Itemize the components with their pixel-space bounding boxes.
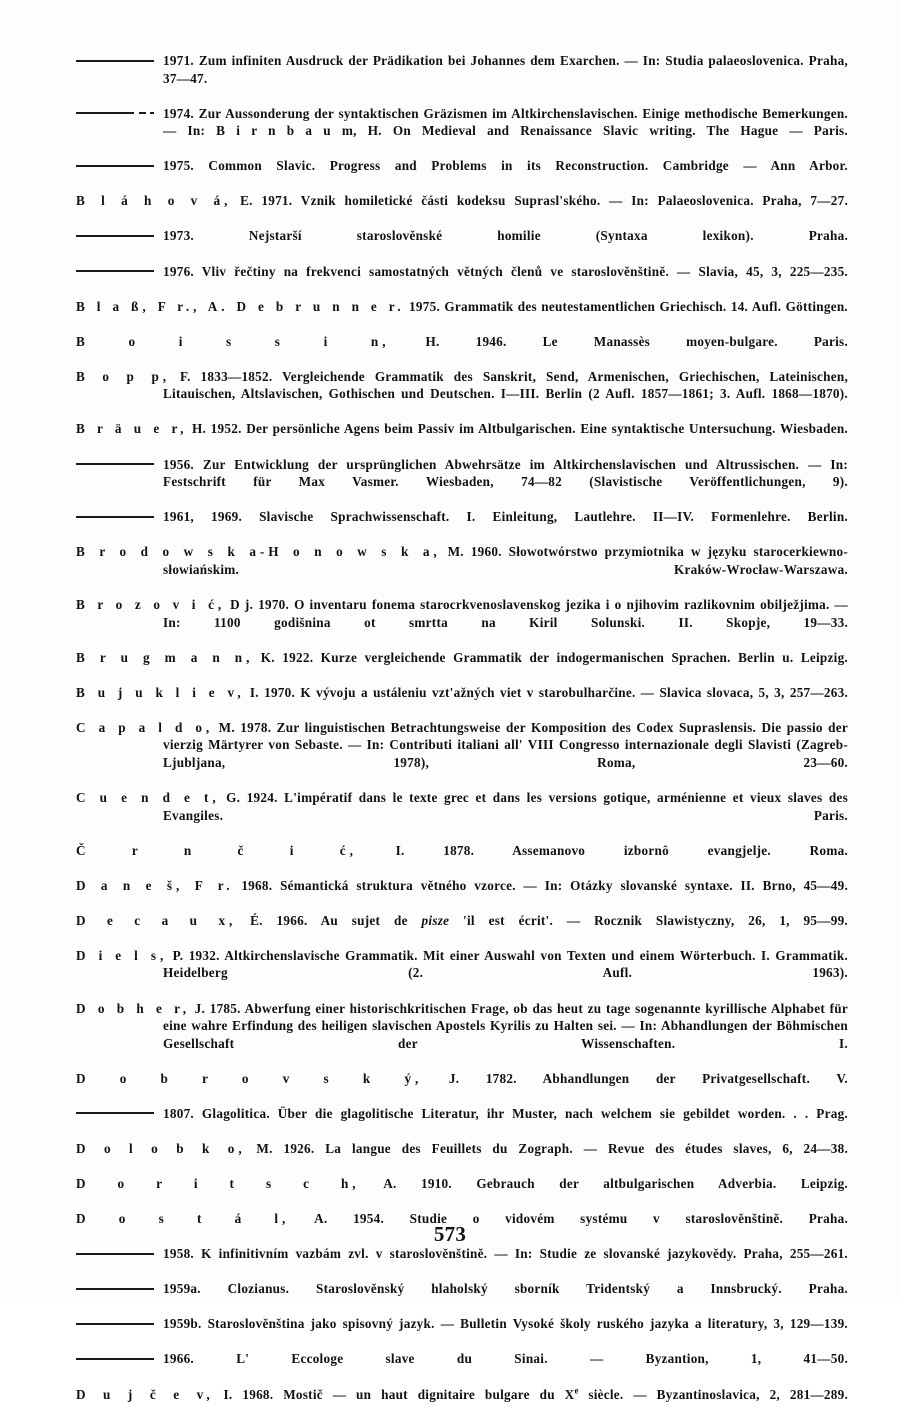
entry-author: B r o z o v i ć, xyxy=(76,596,226,612)
entry-text: P. 1932. Altkirchenslavische Grammatik. Mit einer Auswahl von Texten und einem Wörterbuch. I. Grammatik. Heidelberg (2. Aufl. 1963). xyxy=(163,947,848,981)
entry-author: C u e n d e t, xyxy=(76,789,220,805)
bibliography-entry xyxy=(76,543,848,596)
bibliography-entry xyxy=(76,263,848,298)
entry-text: J. 1785. Abwerfung einer historischkritischen Frage, ob das heut zu tage sogenannte kyrillische Alphabet für eine wahre Erfindung des heiligen slavischen Apostels Kyrilis zu Halten sei. — In: Abhandlungen der Böhmischen Gesellschaft der Wissenschaften. I. xyxy=(163,1000,849,1051)
entry-text: H. 1946. Le Manassès moyen-bulgare. Paris. xyxy=(425,333,848,349)
bibliography-entry xyxy=(76,333,848,368)
bibliography-entry xyxy=(76,1280,848,1315)
repeated-author-rule xyxy=(76,1112,154,1114)
bibliography-entry xyxy=(76,1140,848,1175)
bibliography-entry xyxy=(76,789,848,842)
entry-author: D o r i t s c h, xyxy=(76,1176,360,1191)
entry-author: B o i s s i n, xyxy=(76,333,390,349)
entry-text: M. 1978. Zur linguistischen Betrachtungsweise der Komposition des Codex Supraslensis. Die passio der vierzig Märtyrer von Sebaste. — In: Contributi italiani all' VIII Congresso internazionale degli Slavisti (Zagreb-Ljubljana, 1978), Roma, 23—60. xyxy=(163,719,848,770)
bibliography-entry xyxy=(76,105,848,158)
entry-author: B r u g m a n n, xyxy=(76,649,254,665)
page-number: 573 xyxy=(433,1222,467,1246)
entry-text: 1973. Nejstarší staroslověnské homilie (Syntaxa lexikon). Praha. xyxy=(163,228,848,244)
entry-author: D o b r o v s k ý, xyxy=(76,1070,423,1086)
entry-author: Č r n č i ć, xyxy=(76,842,357,858)
bibliography-entry xyxy=(76,684,848,719)
bibliography-entry xyxy=(76,842,848,877)
entry-text: H. 1952. Der persönliche Agens beim Passiv im Altbulgarischen. Eine syntaktische Untersuchung. Wiesbaden. xyxy=(191,421,848,437)
repeated-author-rule xyxy=(76,235,154,237)
entry-text: 1958. K infinitivním vazbám zvl. v staroslověnštině. — In: Studie ze slovanské jazykovědy. Praha, 255—261. xyxy=(163,1246,848,1262)
entry-text: A. 1910. Gebrauch der altbulgarischen Adverbia. Leipzig. xyxy=(383,1176,848,1191)
repeated-author-rule xyxy=(76,60,154,62)
bibliography-entry xyxy=(76,912,848,947)
entry-author: B l á h o v á, xyxy=(76,193,232,209)
bibliography-entry xyxy=(76,877,848,912)
entry-text: J. 1782. Abhandlungen der Privatgesellschaft. V. xyxy=(448,1070,848,1086)
entry-text: 1975. Common Slavic. Progress and Problems in its Reconstruction. Cambridge — Ann Arbor. xyxy=(163,158,848,174)
bibliography-entry xyxy=(76,227,848,262)
entry-author: B r ä u e r, xyxy=(76,421,188,437)
entry-text: 1959a. Clozianus. Staroslověnský hlaholský sborník Tridentský a Innsbrucký. Praha. xyxy=(163,1281,848,1297)
entry-text: 1974. Zur Aussonderung der syntaktischen Gräzismen im Altkirchenslavischen. Einige methodische Bemerkungen. — In: B i r n b a u m, H. On Medieval and Renaissance Slavic writing. The Hague — Paris. xyxy=(163,105,848,139)
bibliography-entry xyxy=(76,192,848,227)
bibliography-entry xyxy=(76,1350,848,1385)
repeated-author-rule xyxy=(76,463,154,465)
entry-text: É. 1966. Au sujet de pisze 'il est écrit'. — Rocznik Slawistyczny, 26, 1, 95—99. xyxy=(250,912,848,928)
entry-text: G. 1924. L'impératif dans le texte grec et dans les versions gotique, arménienne et vieux slaves des Evangiles. Paris. xyxy=(163,789,848,823)
entry-text-superscript: e xyxy=(574,1385,579,1396)
entry-author: B u j u k l i e v, xyxy=(76,684,245,700)
entry-text: F. 1833—1852. Vergleichende Grammatik des Sanskrit, Send, Armenischen, Griechischen, Lateinischen, Litauischen, Altslavischen, Gothischen und Deutschen. I—III. Berlin (2 Aufl. 1857—1861; 3. Aufl. 1868—1870). xyxy=(163,368,849,402)
bibliography-entry xyxy=(76,1105,848,1140)
bibliography-list xyxy=(76,52,848,1421)
bibliography-entry xyxy=(76,1386,848,1421)
entry-text: 1959b. Staroslověnština jako spisovný jazyk. — Bulletin Vysoké školy ruského jazyka a literatury, 3, 129—139. xyxy=(163,1316,848,1332)
entry-text: D j. 1970. O inventaru fonema starocrkvenoslavenskog jezika i o njihovim razlikovnim obilježjima. — In: 1100 godišnina ot smrtta na Kiril Solunski. II. Skopje, 19—33. xyxy=(163,596,849,630)
entry-text: A. 1954. Studie o vidovém systému v staroslověnštině. Praha. xyxy=(314,1211,848,1227)
bibliography-entry xyxy=(76,157,848,192)
entry-text: I. 1970. K vývoju a ustáleniu vzt'ažných viet v starobulharčine. — Slavica slovaca, 5, 3, 257—263. xyxy=(249,684,849,700)
repeated-author-rule xyxy=(76,516,154,518)
entry-text: 1975. Grammatik des neutestamentlichen Griechisch. 14. Aufl. Göttingen. xyxy=(409,298,848,314)
entry-author: B r o d o w s k a-H o n o w s k a, xyxy=(76,544,441,560)
entry-author: B l a ß, F r., A. D e b r u n n e r. xyxy=(76,298,405,314)
entry-text: 1961, 1969. Slavische Sprachwissenschaft. I. Einleitung, Lautlehre. II—IV. Formenlehre. Berlin. xyxy=(163,509,848,525)
bibliography-entry xyxy=(76,420,848,455)
repeated-author-rule xyxy=(76,112,154,114)
bibliography-entry xyxy=(76,719,848,789)
bibliography-entry xyxy=(76,1070,848,1105)
entry-text: M. 1960. Słowotwórstwo przymiotnika w języku starocerkiewno-słowiańskim. Kraków-Wrocław-Warszawa. xyxy=(163,544,849,577)
entry-text: 1968. Sémantická struktura větného vzorce. — In: Otázky slovanské syntaxe. II. Brno, 45—49. xyxy=(241,877,849,893)
repeated-author-rule xyxy=(76,1253,154,1255)
entry-text: I. 1968. Mostič — un haut dignitaire bulgare du Xe siècle. — Byzantinoslavica, 2, 281—289. xyxy=(223,1385,849,1402)
repeated-author-rule xyxy=(76,1323,154,1325)
bibliography-entry xyxy=(76,52,848,105)
entry-author: B o p p, xyxy=(76,368,171,384)
bibliography-entry xyxy=(76,368,848,421)
repeated-author-rule xyxy=(76,270,154,272)
bibliography-entry xyxy=(76,947,848,1000)
entry-author: C a p a l d o, xyxy=(76,719,214,735)
bibliography-entry xyxy=(76,1315,848,1350)
entry-author: D i e l s, xyxy=(76,947,168,963)
bibliography-entry xyxy=(76,298,848,333)
entry-text: 1807. Glagolitica. Über die glagolitische Literatur, ihr Muster, nach welchem sie gebildet worden. . . Prag. xyxy=(163,1105,848,1121)
bibliography-entry xyxy=(76,508,848,543)
repeated-author-rule xyxy=(76,1288,154,1290)
entry-text: E. 1971. Vznik homiletické části kodeksu Suprasl'ského. — In: Palaeoslovenica. Praha, 7—27. xyxy=(240,193,849,209)
repeated-author-rule xyxy=(76,1358,154,1360)
bibliography-entry xyxy=(76,1000,848,1070)
entry-author: D u j č e v, xyxy=(76,1386,214,1402)
entry-text: K. 1922. Kurze vergleichende Grammatik der indogermanischen Sprachen. Berlin u. Leipzig. xyxy=(260,649,848,665)
bibliography-entry xyxy=(76,649,848,684)
entry-author: D o s t á l, xyxy=(76,1211,290,1227)
bibliography-entry xyxy=(76,456,848,509)
entry-text: 1971. Zum infiniten Ausdruck der Prädikation bei Johannes dem Exarchen. — In: Studia palaeoslovenica. Praha, 37—47. xyxy=(163,53,848,86)
entry-text: 1976. Vliv řečtiny na frekvenci samostatných větných členů ve staroslověnštině. — Slavia, 45, 3, 225—235. xyxy=(163,263,848,279)
entry-text: I. 1878. Assemanovo izbornô evangjelje. Roma. xyxy=(395,842,848,858)
entry-author: D o b h e r, xyxy=(76,1000,190,1016)
entry-text: 1966. L' Eccologe slave du Sinai. — Byzantion, 1, 41—50. xyxy=(163,1351,848,1367)
bibliography-entry xyxy=(76,1245,848,1280)
entry-author: D e c a u x, xyxy=(76,912,237,928)
repeated-author-rule xyxy=(76,165,154,167)
bibliography-entry xyxy=(76,596,848,649)
entry-text-italic: pisze xyxy=(421,912,450,928)
entry-text: 1956. Zur Entwicklung der ursprünglichen Abwehrsätze im Altkirchenslavischen und Altrussischen. — In: Festschrift für Max Vasmer. Wiesbaden, 74—82 (Slavistische Veröffentlichungen, 9). xyxy=(163,456,848,490)
entry-author: D a n e š, F r. xyxy=(76,877,234,893)
bibliography-entry xyxy=(76,1175,848,1210)
entry-author: D o l o b k o, xyxy=(76,1140,246,1156)
entry-text: M. 1926. La langue des Feuillets du Zograph. — Revue des études slaves, 6, 24—38. xyxy=(256,1140,849,1156)
